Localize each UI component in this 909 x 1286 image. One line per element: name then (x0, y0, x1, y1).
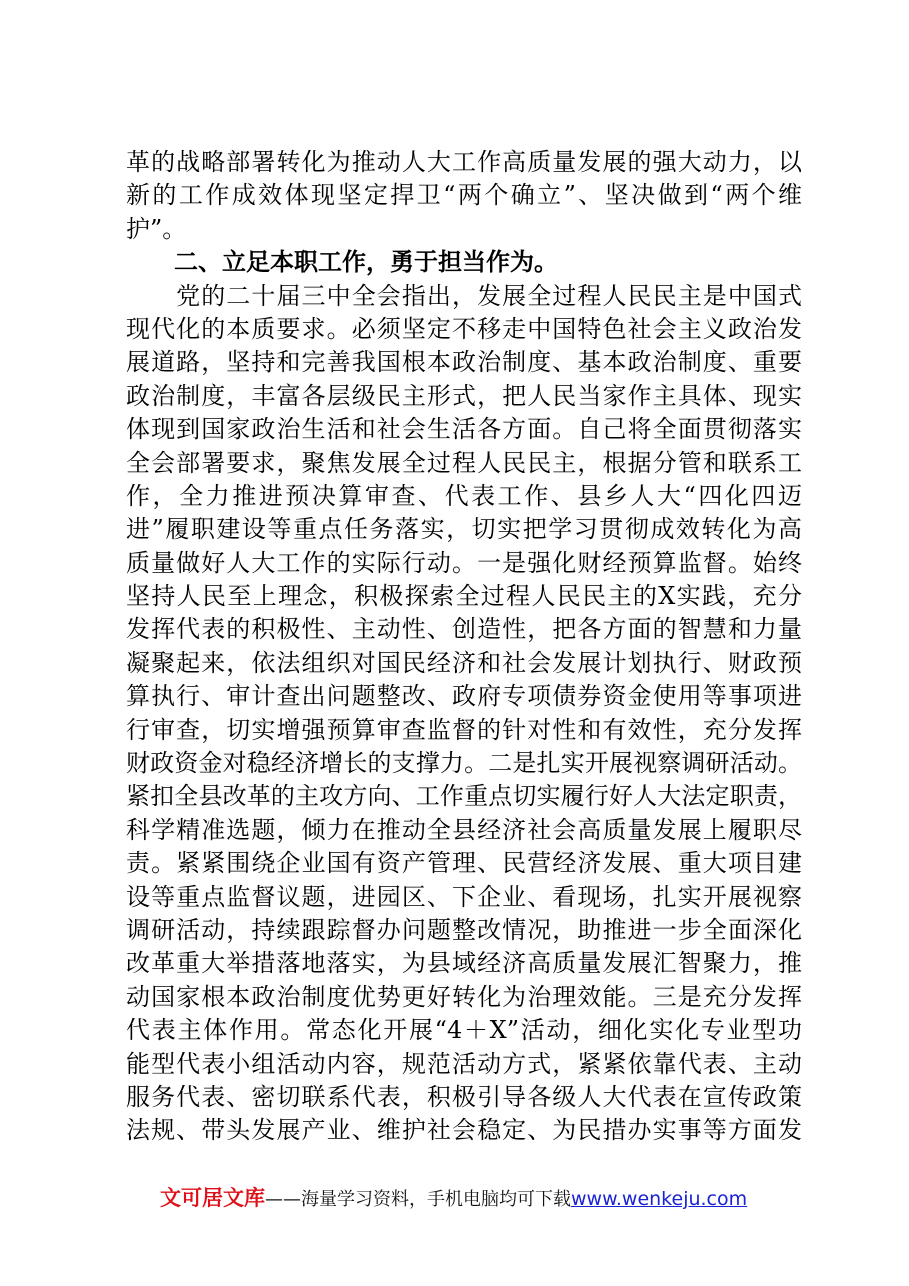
body-line: 质量做好人大工作的实际行动。一是强化财经预算监督。始终 (126, 548, 802, 577)
body-line: 能型代表小组活动内容，规范活动方式，紧紧依靠代表、主动 (126, 1049, 802, 1078)
body-line: 展道路，坚持和完善我国根本政治制度、基本政治制度、重要 (126, 348, 802, 377)
body-line: 作，全力推进预决算审查、代表工作、县乡人大“四化四迈 (126, 481, 802, 510)
body-line: 紧扣全县改革的主攻方向、工作重点切实履行好人大法定职责， (126, 782, 802, 811)
body-line: 调研活动，持续跟踪督办问题整改情况，助推进一步全面深化 (126, 915, 802, 944)
footer-brand: 文可居文库 (160, 1186, 265, 1210)
footer-banner (160, 1183, 760, 1213)
body-line: 全会部署要求，聚焦发展全过程人民民主，根据分管和联系工 (126, 448, 802, 477)
body-line: 财政资金对稳经济增长的支撑力。二是扎实开展视察调研活动。 (126, 749, 802, 778)
document-body (126, 146, 802, 1148)
body-line: 科学精准选题，倾力在推动全县经济社会高质量发展上履职尽 (126, 815, 802, 844)
body-line: 体现到国家政治生活和社会生活各方面。自己将全面贯彻落实 (126, 415, 802, 444)
footer-tagline: ——海量学习资料，手机电脑均可下载 (265, 1189, 571, 1210)
body-line: 进”履职建设等重点任务落实，切实把学习贯彻成效转化为高 (126, 515, 802, 544)
body-line: 坚持人民至上理念，积极探索全过程人民民主的X实践，充分 (126, 582, 802, 611)
body-line: 责。紧紧围绕企业国有资产管理、民营经济发展、重大项目建 (126, 849, 802, 878)
body-line: 党的二十届三中全会指出，发展全过程人民民主是中国式 (126, 281, 802, 310)
body-line: 发挥代表的积极性、主动性、创造性，把各方面的智慧和力量 (126, 615, 802, 644)
body-line: 革的战略部署转化为推动人大工作高质量发展的强大动力，以 (126, 148, 802, 176)
footer-link[interactable]: www.wenkeju.com (571, 1188, 748, 1210)
body-line: 新的工作成效体现坚定捍卫“两个确立”、坚决做到“两个维 (126, 181, 802, 210)
body-line: 政治制度，丰富各层级民主形式，把人民当家作主具体、现实 (126, 381, 802, 410)
body-line: 代表主体作用。常态化开展“4＋X”活动，细化实化专业型功 (126, 1016, 802, 1045)
body-line: 算执行、审计查出问题整改、政府专项债券资金使用等事项进 (126, 682, 802, 711)
body-line: 改革重大举措落地落实，为县域经济高质量发展汇智聚力，推 (126, 949, 802, 978)
body-line: 现代化的本质要求。必须坚定不移走中国特色社会主义政治发 (126, 314, 802, 343)
body-line: 法规、带头发展产业、维护社会稳定、为民措办实事等方面发 (126, 1116, 802, 1145)
body-line: 护”。 (126, 214, 187, 243)
body-line: 行审查，切实增强预算审查监督的针对性和有效性，充分发挥 (126, 715, 802, 744)
body-line: 设等重点监督议题，进园区、下企业、看现场，扎实开展视察 (126, 882, 802, 911)
body-line: 服务代表、密切联系代表，积极引导各级人大代表在宣传政策 (126, 1082, 802, 1111)
section-heading: 二、立足本职工作，勇于担当作为。 (126, 248, 558, 277)
body-line: 动国家根本政治制度优势更好转化为治理效能。三是充分发挥 (126, 982, 802, 1011)
body-line: 凝聚起来，依法组织对国民经济和社会发展计划执行、财政预 (126, 648, 802, 677)
